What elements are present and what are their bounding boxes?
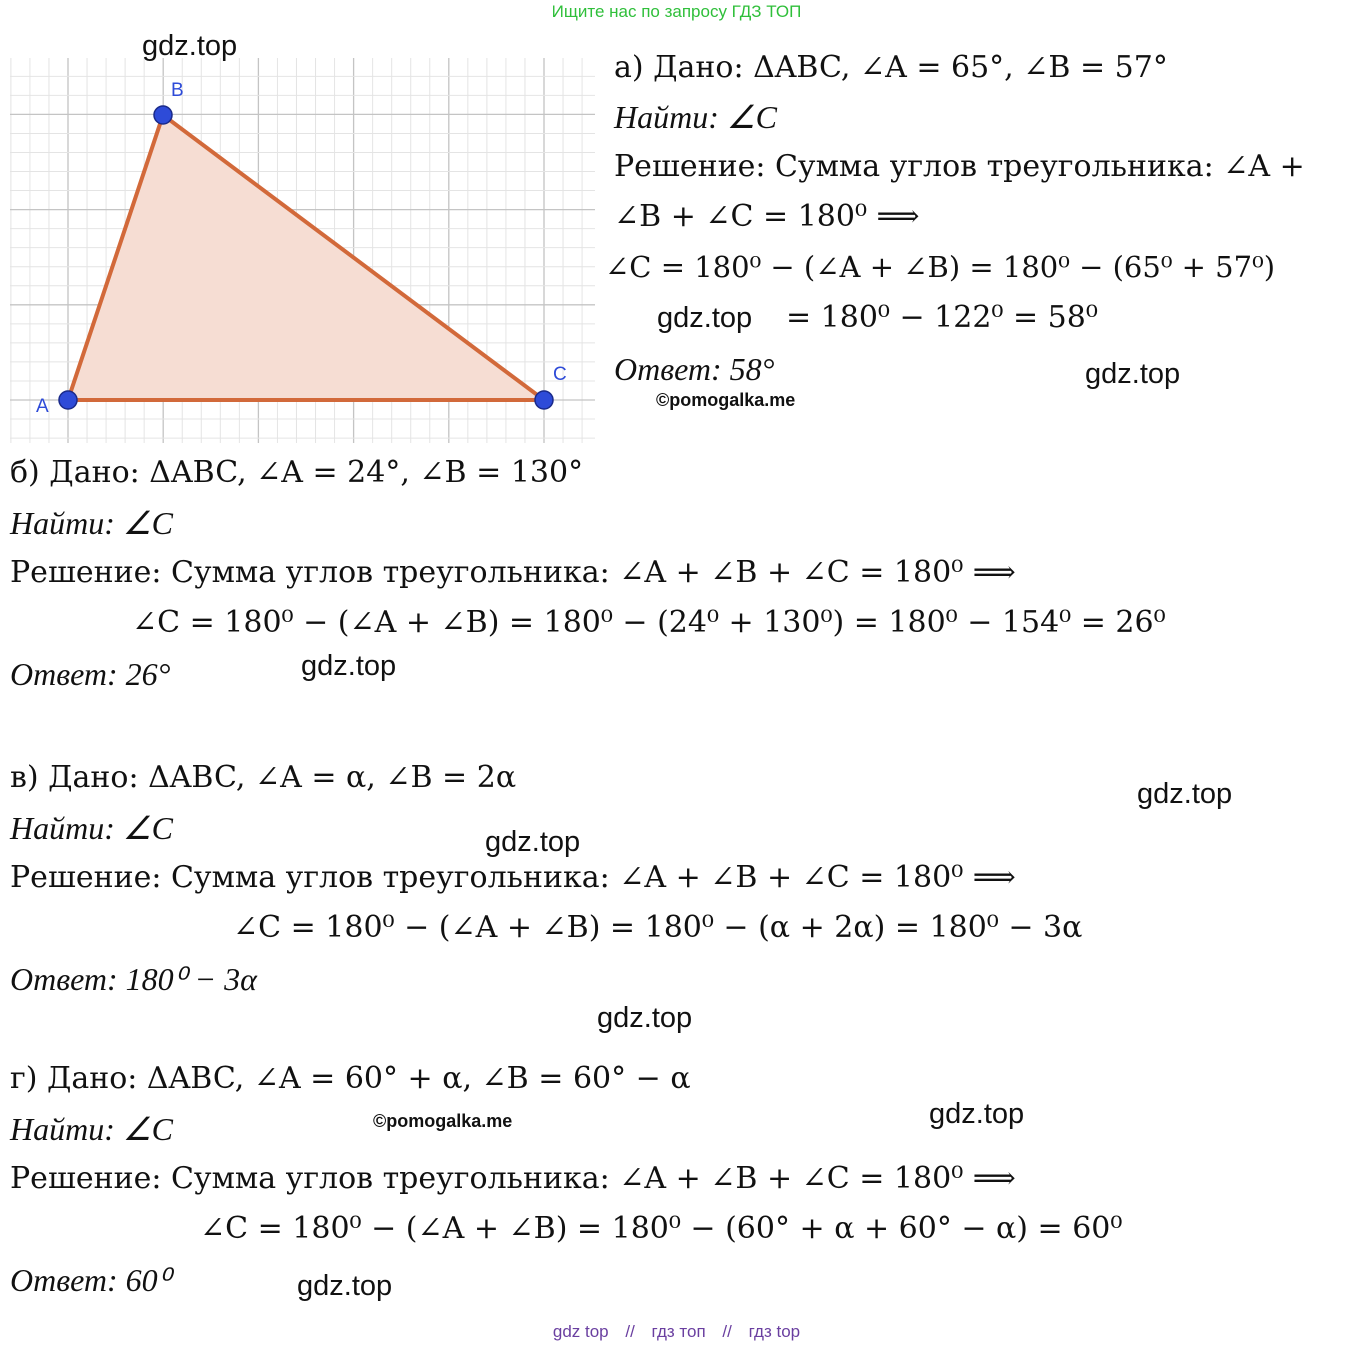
problem-d-find: Найти: ∠C xyxy=(10,1111,173,1147)
label-b: B xyxy=(171,80,184,101)
point-c[interactable] xyxy=(535,391,553,409)
watermark: gdz.top xyxy=(485,826,581,858)
problem-a-solution-3: ∠C = 180⁰ − (∠A + ∠B) = 180⁰ − (65⁰ + 57⁰) xyxy=(605,250,1276,284)
problem-d-solution-2: ∠C = 180⁰ − (∠A + ∠B) = 180⁰ − (60° + α + 60° − α) = 60⁰ xyxy=(200,1211,1123,1246)
problem-a-given: а) Дано: ΔABC, ∠A = 65°, ∠B = 57° xyxy=(614,50,1168,85)
copyright-label: ©pomogalka.me xyxy=(656,390,796,410)
problem-b-given: б) Дано: ΔABC, ∠A = 24°, ∠B = 130° xyxy=(10,455,584,490)
problem-d-given: г) Дано: ΔABC, ∠A = 60° + α, ∠B = 60° − α xyxy=(10,1061,691,1096)
watermark: gdz.top xyxy=(1137,778,1233,810)
problem-b-find: Найти: ∠C xyxy=(10,505,173,541)
problem-b-solution-2: ∠C = 180⁰ − (∠A + ∠B) = 180⁰ − (24⁰ + 130⁰) = 180⁰ − 154⁰ = 26⁰ xyxy=(132,605,1166,640)
problem-a-solution-1: Решение: Сумма углов треугольника: ∠A + xyxy=(614,149,1305,184)
problem-c-solution-2: ∠C = 180⁰ − (∠A + ∠B) = 180⁰ − (α + 2α) = 180⁰ − 3α xyxy=(233,910,1083,945)
problem-a-answer: Ответ: 58° xyxy=(614,351,775,387)
copyright-label: ©pomogalka.me xyxy=(373,1111,513,1131)
point-a[interactable] xyxy=(59,391,77,409)
problem-c-solution-1: Решение: Сумма углов треугольника: ∠A + ∠B + ∠C = 180⁰ ⟹ xyxy=(10,860,1016,895)
top-banner[interactable]: Ищите нас по запросу ГДЗ ТОП xyxy=(551,2,802,21)
label-a: A xyxy=(36,396,49,417)
watermark: gdz.top xyxy=(297,1270,393,1302)
footer-links xyxy=(0,1322,1353,1342)
watermark: gdz.top xyxy=(1085,358,1181,390)
watermark: gdz.top xyxy=(142,30,238,62)
watermark: gdz.top xyxy=(301,650,397,682)
footer-separator: // xyxy=(722,1322,732,1341)
problem-c-given: в) Дано: ΔABC, ∠A = α, ∠B = 2α xyxy=(10,760,517,795)
problem-b-solution-1: Решение: Сумма углов треугольника: ∠A + ∠B + ∠C = 180⁰ ⟹ xyxy=(10,555,1016,590)
triangle-figure xyxy=(10,58,595,443)
problem-a-find: Найти: ∠C xyxy=(614,99,777,135)
problem-a-solution-4: = 180⁰ − 122⁰ = 58⁰ xyxy=(786,300,1098,335)
footer-link[interactable]: гдз top xyxy=(748,1322,801,1341)
problem-d-solution-1: Решение: Сумма углов треугольника: ∠A + ∠B + ∠C = 180⁰ ⟹ xyxy=(10,1161,1016,1196)
problem-c-find: Найти: ∠C xyxy=(10,810,173,846)
problem-c-answer: Ответ: 180⁰ − 3α xyxy=(10,961,257,997)
triangle-fill xyxy=(68,115,544,400)
label-c: C xyxy=(553,364,567,385)
problem-b-answer: Ответ: 26° xyxy=(10,656,171,692)
problem-d-answer: Ответ: 60⁰ xyxy=(10,1262,171,1298)
watermark: gdz.top xyxy=(929,1098,1025,1130)
point-b[interactable] xyxy=(154,106,172,124)
problem-a-solution-2: ∠B + ∠C = 180⁰ ⟹ xyxy=(614,199,920,234)
footer-separator: // xyxy=(625,1322,635,1341)
footer-link[interactable]: gdz top xyxy=(552,1322,609,1341)
watermark: gdz.top xyxy=(657,302,753,334)
footer-link[interactable]: гдз топ xyxy=(651,1322,706,1341)
watermark: gdz.top xyxy=(597,1002,693,1034)
